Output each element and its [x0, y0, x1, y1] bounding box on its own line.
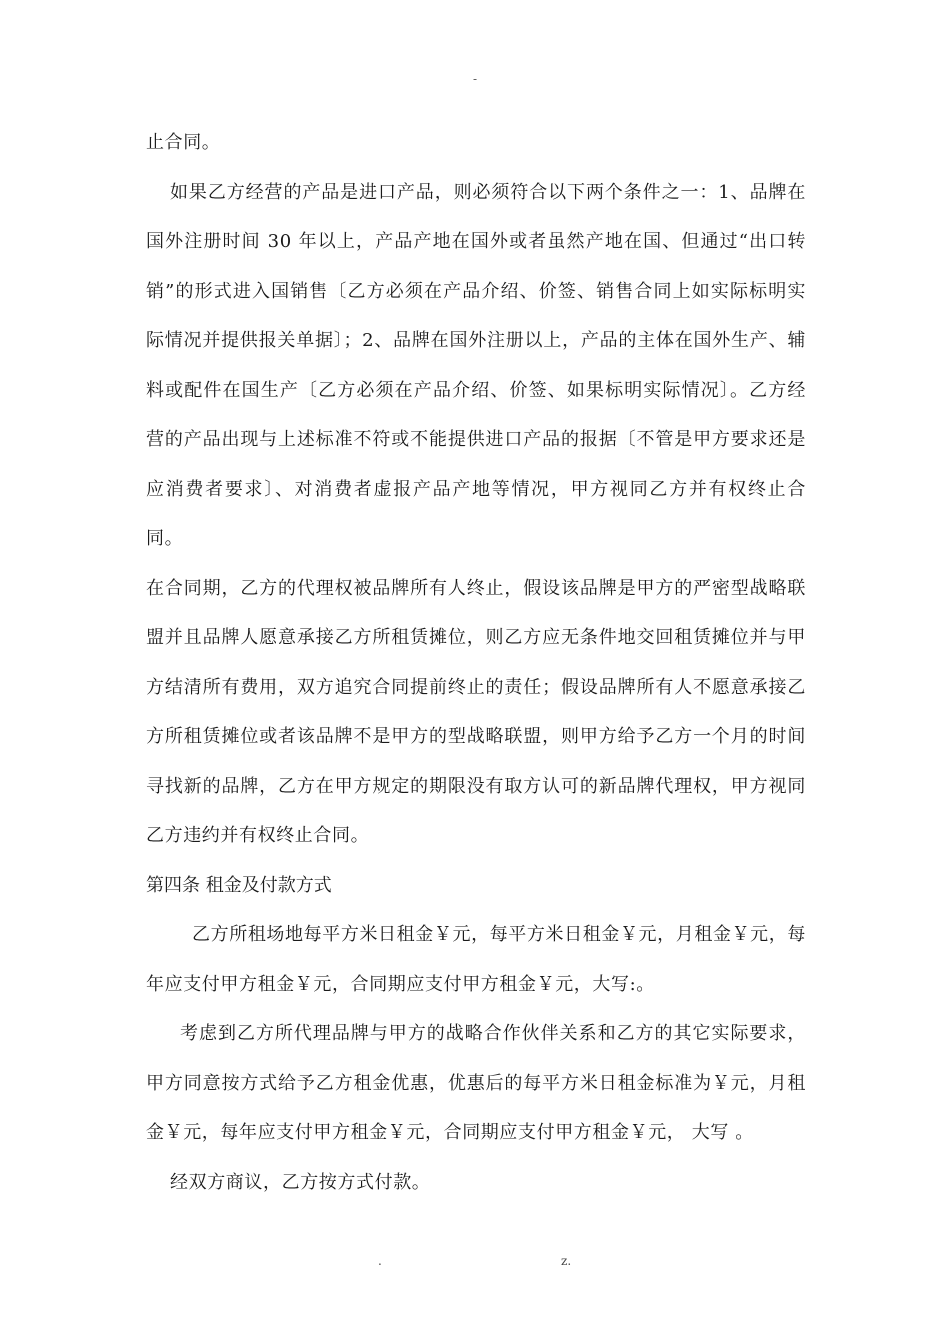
contract-body	[146, 118, 806, 1207]
paragraph-contract-end: 止合同。	[146, 132, 221, 153]
page-header-mark: -	[472, 72, 478, 86]
paragraph-imported-products: 如果乙方经营的产品是进口产品，则必须符合以下两个条件之一：1、品牌在国外注册时间 30 年以上，产品产地在国外或者虽然产地在国、但通过“出口转销”的形式进入国销售〔乙方必须在产品介绍、价签、销售合同上如实际标明实际情况并提供报关单据〕；2、品牌在国外注册以上，产品的主体在国外生产、辅料或配件在国生产〔乙方必须在产品介绍、价签、如果标明实际情况〕。乙方经营的产品出现与上述标准不符或不能提供进口产品的报据〔不管是甲方要求还是应消费者要求〕、对消费者虚报产品产地等情况，甲方视同乙方并有权终止合同。	[146, 181, 806, 549]
paragraph-payment-method: 经双方商议，乙方按方式付款。	[170, 1171, 431, 1193]
page-footer-left: .	[378, 1254, 382, 1268]
paragraph-agency-termination: 在合同期，乙方的代理权被品牌所有人终止，假设该品牌是甲方的严密型战略联盟并且品牌人愿意承接乙方所租赁摊位，则乙方应无条件地交回租赁摊位并与甲方结清所有费用，双方追究合同提前终止的责任；假设品牌所有人不愿意承接乙方所租赁摊位或者该品牌不是甲方的型战略联盟，则甲方给予乙方一个月的时间寻找新的品牌，乙方在甲方规定的期限没有取方认可的新品牌代理权，甲方视同乙方违约并有权终止合同。	[146, 577, 806, 846]
page-footer-right: z.	[561, 1254, 572, 1268]
paragraph-rent-amount: 乙方所租场地每平方米日租金￥元，每平方米日租金￥元，月租金￥元，每年应支付甲方租金￥元，合同期应支付甲方租金￥元，大写:。	[146, 924, 806, 995]
section-heading-article-4: 第四条 租金及付款方式	[146, 874, 332, 896]
paragraph-rent-discount: 考虑到乙方所代理品牌与甲方的战略合作伙伴关系和乙方的其它实际要求，甲方同意按方式给予乙方租金优惠，优惠后的每平方米日租金标准为￥元，月租金￥元，每年应支付甲方租金￥元，合同期应支付甲方租金￥元， 大写 。	[146, 1023, 806, 1143]
